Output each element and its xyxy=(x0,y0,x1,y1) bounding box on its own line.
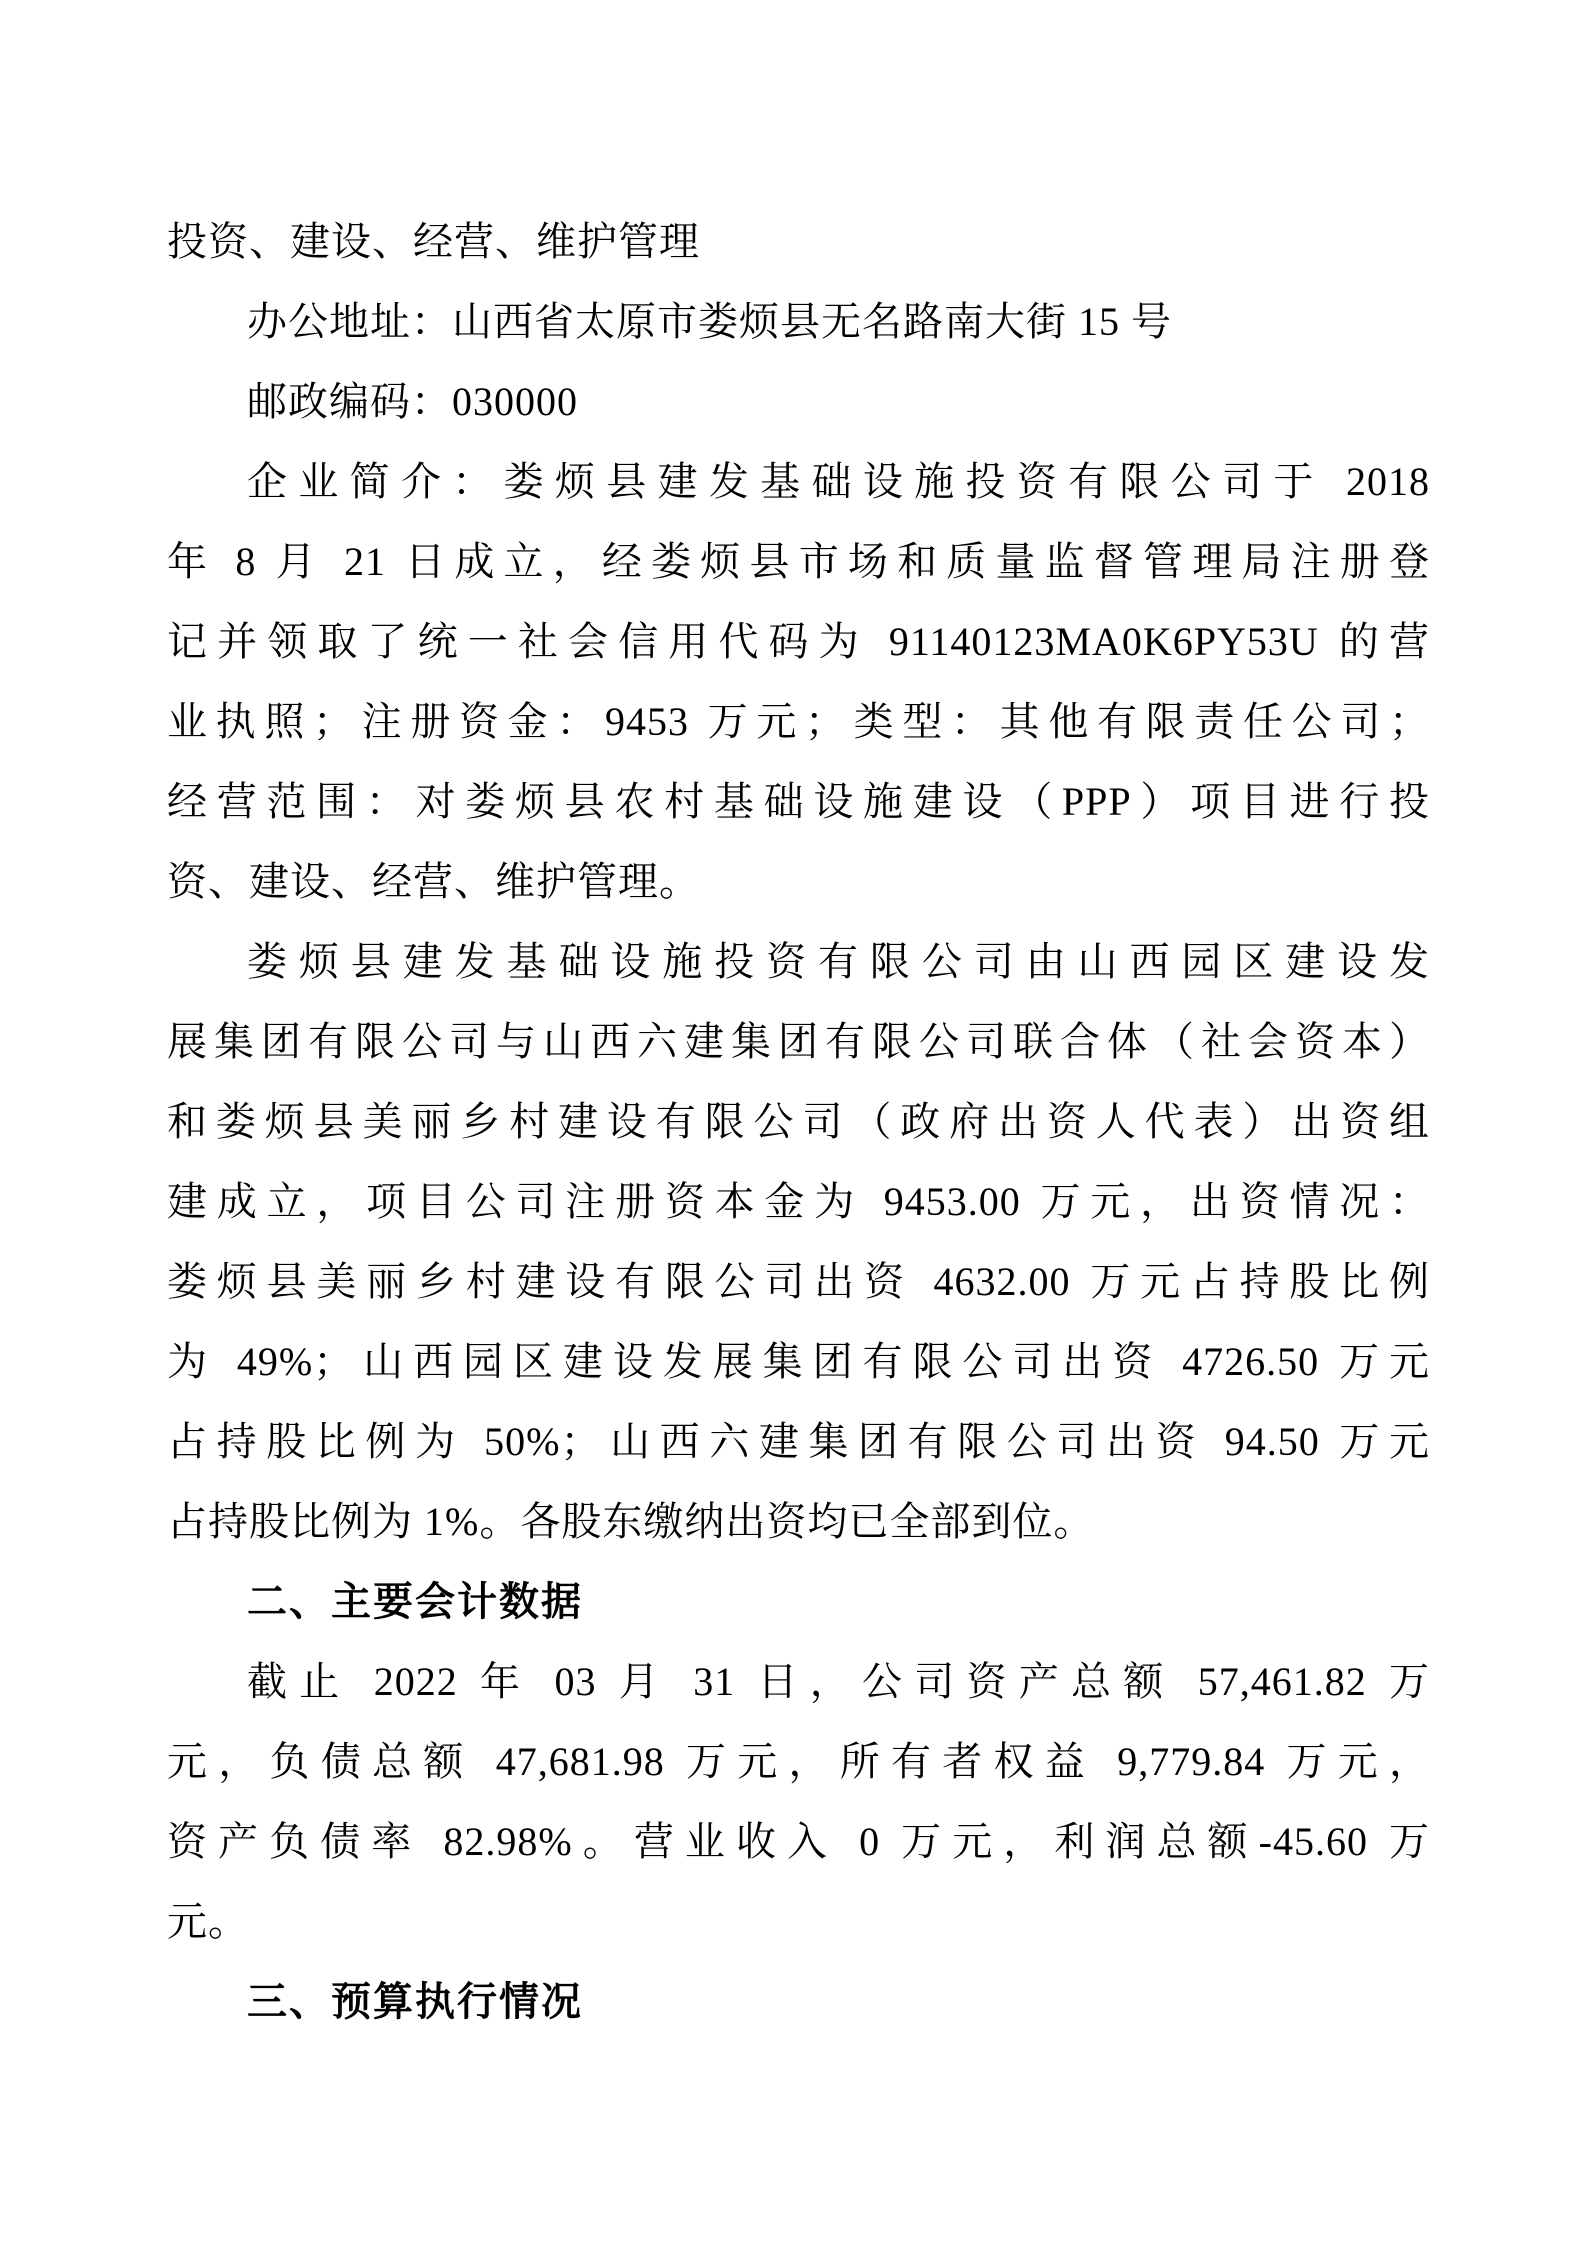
paragraph-continuation-line: 投资、建设、经营、维护管理 xyxy=(167,219,700,264)
accounting-data-line: 元，负债总额 47,681.98 万元，所有者权益 9,779.84 万元， xyxy=(167,1739,1430,1784)
company-intro-line: 资、建设、经营、维护管理。 xyxy=(167,859,700,904)
document-text-block xyxy=(167,202,1430,2042)
shareholding-paragraph-line: 展集团有限公司与山西六建集团有限公司联合体（社会资本） xyxy=(167,1019,1430,1064)
company-intro-line: 企业简介：娄烦县建发基础设施投资有限公司于 2018 xyxy=(247,459,1430,504)
company-intro-line: 业执照；注册资金：9453 万元；类型：其他有限责任公司； xyxy=(167,699,1430,744)
company-intro-line: 经营范围：对娄烦县农村基础设施建设（PPP）项目进行投 xyxy=(167,779,1430,824)
shareholding-paragraph-line: 占持股比例为 50%；山西六建集团有限公司出资 94.50 万元 xyxy=(167,1419,1430,1464)
section-heading-accounting-data: 二、主要会计数据 xyxy=(247,1580,583,1624)
shareholding-paragraph-line: 建成立，项目公司注册资本金为 9453.00 万元，出资情况： xyxy=(167,1179,1430,1224)
shareholding-paragraph-line: 为 49%；山西园区建设发展集团有限公司出资 4726.50 万元 xyxy=(167,1339,1430,1384)
office-address-line: 办公地址：山西省太原市娄烦县无名路南大街 15 号 xyxy=(247,299,1172,344)
accounting-data-line: 元。 xyxy=(167,1899,249,1944)
shareholding-paragraph-line: 占持股比例为 1%。各股东缴纳出资均已全部到位。 xyxy=(167,1499,1095,1544)
company-intro-line: 记并领取了统一社会信用代码为 91140123MA0K6PY53U 的营 xyxy=(167,619,1430,664)
accounting-data-line: 截止 2022 年 03 月 31 日，公司资产总额 57,461.82 万 xyxy=(247,1659,1430,1704)
company-intro-line: 年 8 月 21 日成立，经娄烦县市场和质量监督管理局注册登 xyxy=(167,539,1430,584)
accounting-data-line: 资产负债率 82.98%。营业收入 0 万元，利润总额-45.60 万 xyxy=(167,1819,1430,1864)
shareholding-paragraph-line: 和娄烦县美丽乡村建设有限公司（政府出资人代表）出资组 xyxy=(167,1099,1430,1144)
section-heading-budget-execution: 三、预算执行情况 xyxy=(247,1980,583,2024)
shareholding-paragraph-line: 娄烦县美丽乡村建设有限公司出资 4632.00 万元占持股比例 xyxy=(167,1259,1430,1304)
shareholding-paragraph-line: 娄烦县建发基础设施投资有限公司由山西园区建设发 xyxy=(247,939,1430,984)
postal-code-line: 邮政编码：030000 xyxy=(247,379,578,424)
